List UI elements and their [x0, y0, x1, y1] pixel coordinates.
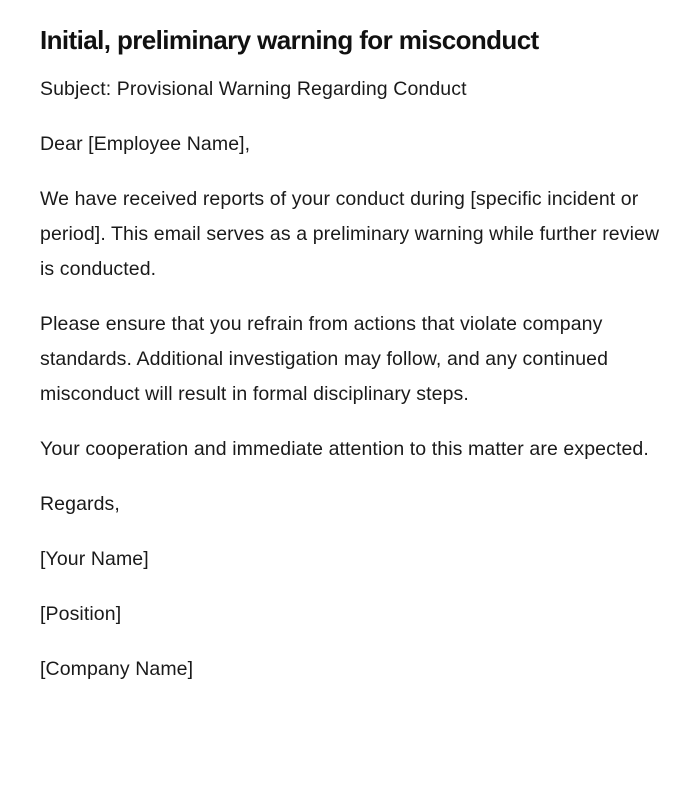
signature-position: [Position]	[40, 603, 122, 625]
document-title: Initial, preliminary warning for misconduct	[40, 25, 539, 55]
signature-name: [Your Name]	[40, 548, 149, 570]
body-paragraph-1: We have received reports of your conduct during [specific incident or period]. This email serves as a preliminary warning while further review is conducted.	[40, 188, 660, 280]
closing: Regards,	[40, 493, 120, 515]
body-paragraph-2: Please ensure that you refrain from actions that violate company standards. Additional investigation may follow, and any continued misconduct will result in formal disciplinary steps.	[40, 313, 609, 405]
salutation: Dear [Employee Name],	[40, 133, 251, 155]
subject-line: Subject: Provisional Warning Regarding Conduct	[40, 78, 467, 100]
body-paragraph-3: Your cooperation and immediate attention to this matter are expected.	[40, 438, 649, 460]
signature-company: [Company Name]	[40, 658, 194, 680]
